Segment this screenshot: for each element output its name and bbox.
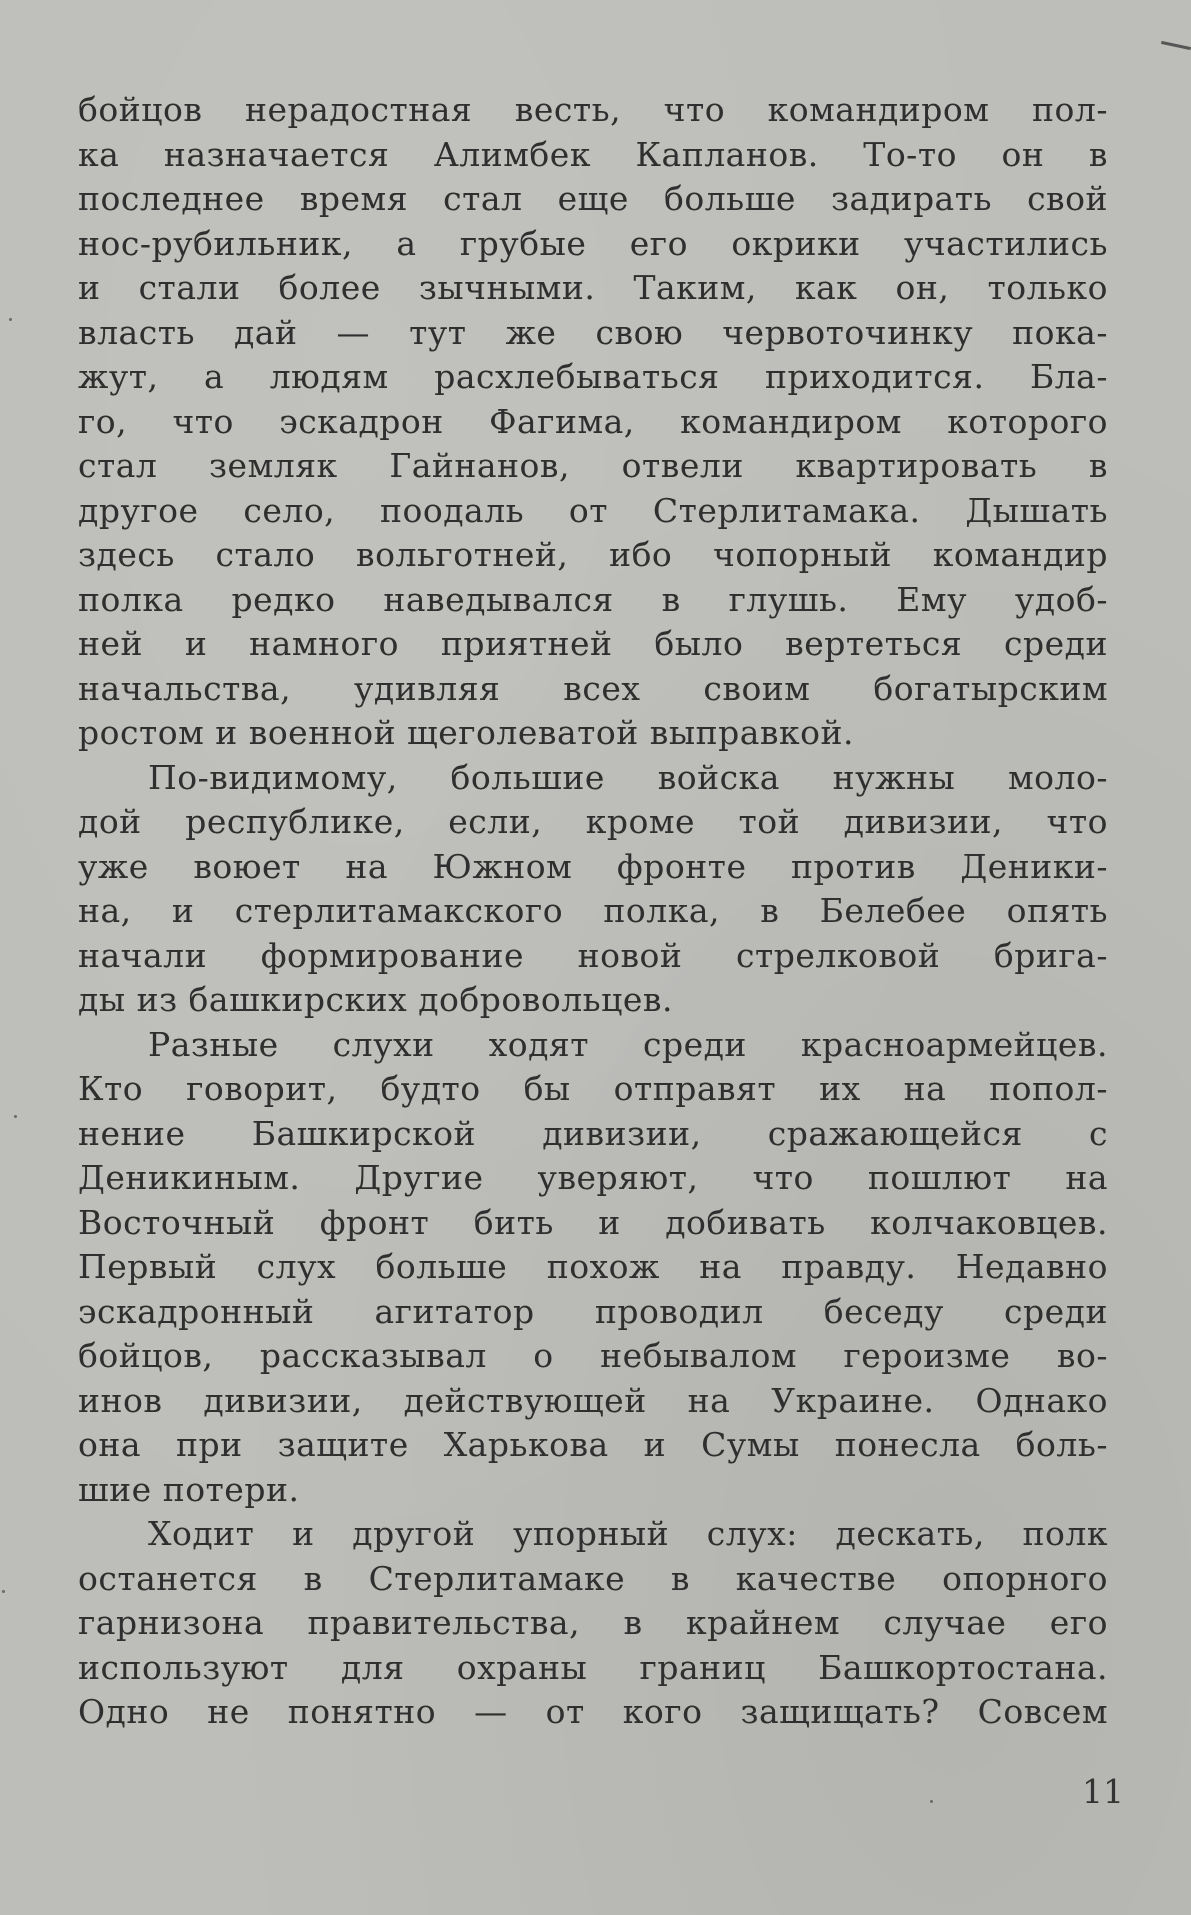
text-line: нос-рубильник, а грубые его окрики участились: [78, 223, 1108, 263]
text-line: на, и стерлитамакского полка, в Белебее опять: [78, 891, 1108, 930]
text-line: стал земляк Гайнанов, отвели квартировать в: [78, 446, 1108, 485]
text-line: По-видимому, большие войска нужны моло-: [148, 757, 1108, 797]
text-line: здесь стало вольготней, ибо чопорный командир: [78, 535, 1108, 574]
text-line: бойцов, рассказывал о небывалом героизме во-: [78, 1336, 1108, 1375]
page-number: 11: [1082, 1772, 1124, 1811]
paragraph: [78, 1512, 1108, 1735]
text-line: ростом и военной щеголеватой выправкой.: [78, 713, 854, 752]
text-line: Первый слух больше похож на правду. Недавно: [78, 1247, 1108, 1286]
text-line: Кто говорит, будто бы отправят их на попол-: [78, 1069, 1108, 1108]
text-line: ней и намного приятней было вертеться среди: [78, 624, 1108, 663]
text-line: уже воюет на Южном фронте против Деники-: [78, 846, 1108, 886]
text-line: Восточный фронт бить и добивать колчаковцев.: [78, 1202, 1108, 1242]
page-speck: [14, 1115, 17, 1118]
text-line: останется в Стерлитамаке в качестве опорного: [78, 1558, 1108, 1598]
body-text: [78, 88, 1108, 1735]
text-line: бойцов нерадостная весть, что командиром пол-: [78, 90, 1108, 129]
paragraph: [78, 1023, 1108, 1513]
paragraph: [78, 756, 1108, 1023]
text-line: Разные слухи ходят среди красноармейцев.: [148, 1024, 1108, 1064]
page-edge-mark: [1161, 41, 1191, 50]
text-line: инов дивизии, действующей на Украине. Однако: [78, 1380, 1108, 1420]
page-speck: [2, 1590, 5, 1593]
text-line: нение Башкирской дивизии, сражающейся с: [78, 1113, 1108, 1153]
text-line: жут, а людям расхлебываться приходится. Бла-: [78, 357, 1108, 396]
paragraph: [78, 88, 1108, 756]
text-line: другое село, поодаль от Стерлитамака. Дышать: [78, 490, 1108, 530]
text-line: ка назначается Алимбек Капланов. То-то он в: [78, 134, 1108, 174]
text-line: шие потери.: [78, 1469, 300, 1509]
text-line: используют для охраны границ Башкортостана.: [78, 1647, 1108, 1687]
text-line: и стали более зычными. Таким, как он, только: [78, 268, 1108, 307]
text-line: Деникиным. Другие уверяют, что пошлют на: [78, 1158, 1108, 1197]
text-line: полка редко наведывался в глушь. Ему удоб-: [78, 579, 1108, 619]
text-line: начальства, удивляя всех своим богатырским: [78, 668, 1108, 708]
text-line: она при защите Харькова и Сумы понесла боль-: [78, 1425, 1108, 1464]
text-line: ды из башкирских добровольцев.: [78, 980, 673, 1019]
page-speck: [9, 318, 12, 321]
text-line: Ходит и другой упорный слух: дескать, полк: [148, 1514, 1108, 1553]
text-line: эскадронный агитатор проводил беседу среди: [78, 1291, 1108, 1331]
text-line: начали формирование новой стрелковой брига-: [78, 935, 1108, 975]
text-line: го, что эскадрон Фагима, командиром которого: [78, 401, 1108, 441]
text-line: Одно не понятно — от кого защищать? Совсем: [78, 1692, 1108, 1731]
text-line: гарнизона правительства, в крайнем случае его: [78, 1603, 1108, 1642]
text-line: дой республике, если, кроме той дивизии, что: [78, 802, 1108, 841]
text-line: власть дай — тут же свою червоточинку пока-: [78, 312, 1108, 352]
text-line: последнее время стал еще больше задирать свой: [78, 179, 1108, 218]
page-speck: [930, 1800, 933, 1803]
